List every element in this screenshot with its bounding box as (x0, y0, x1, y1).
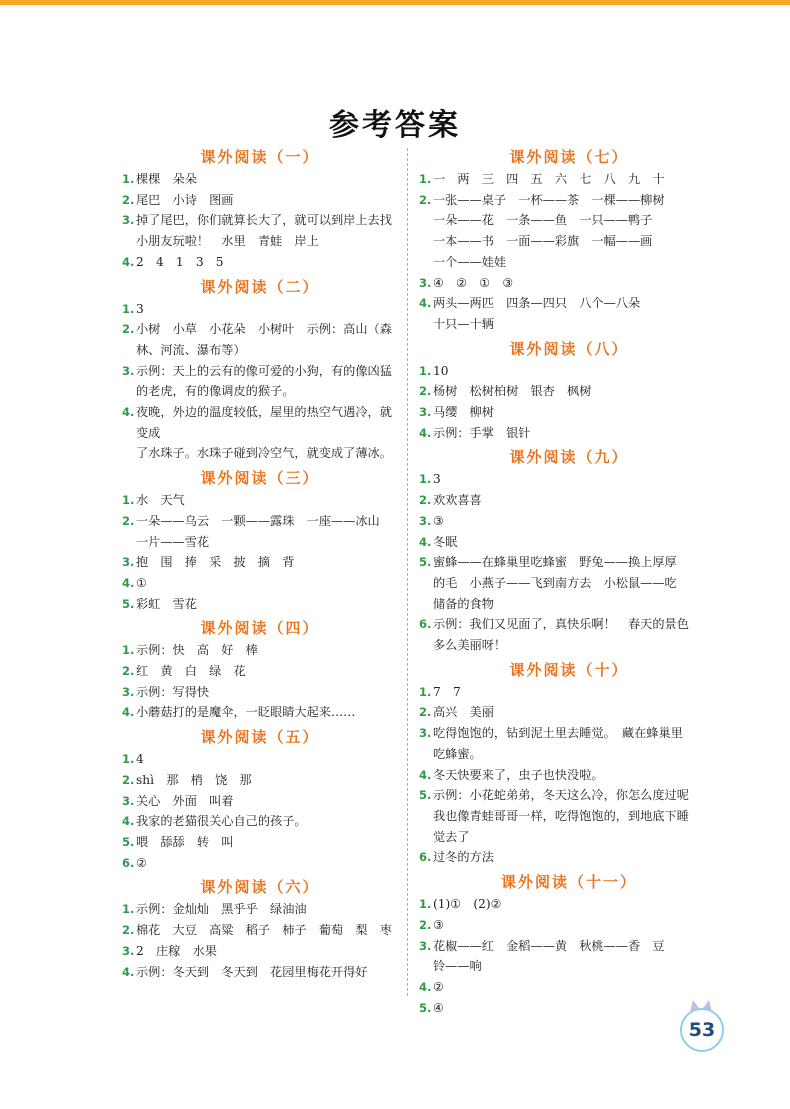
answer-number: 2. (419, 192, 432, 207)
answer-line (419, 894, 719, 915)
answer-number: 4. (122, 575, 135, 590)
answer-number: 1. (419, 684, 432, 699)
answer-line (122, 319, 398, 340)
answer-line (419, 682, 719, 703)
answer-text: ① (136, 575, 147, 590)
answer-text: 一 两 三 四 五 六 七 八 九 十 (433, 172, 665, 186)
answer-text: 的老虎，有的像调皮的猴子。 (136, 384, 295, 399)
answer-line (122, 490, 398, 511)
answer-number (419, 806, 433, 827)
answer-text: 棵棵 朵朵 (136, 172, 197, 186)
answer-line (122, 361, 398, 382)
answer-number: 2. (419, 384, 432, 399)
column-divider (407, 148, 408, 996)
answer-text: 示例：冬天到 冬天到 花园里梅花开得好 (136, 964, 368, 979)
answer-text: 关心 外面 叫着 (136, 793, 234, 808)
answer-text: 示例：手掌 银针 (433, 425, 531, 440)
answer-line (122, 682, 398, 703)
answer-number: 4. (419, 767, 432, 782)
answer-text: 觉去了 (433, 829, 470, 844)
answer-line (122, 299, 398, 320)
answer-line (419, 273, 719, 294)
answer-number: 1. (122, 301, 135, 316)
answer-number (122, 381, 136, 402)
answer-number: 2. (419, 705, 432, 720)
answer-text: 一张——桌子 一杯——茶 一棵——柳树 (433, 192, 665, 207)
answer-text: 一朵——乌云 一颗——露珠 一座——冰山 (136, 513, 380, 528)
section-title: 课外阅读（一） (200, 148, 320, 166)
answer-section (122, 875, 398, 982)
answer-line (419, 785, 719, 806)
page-number-badge (680, 1008, 724, 1052)
answer-number: 2. (122, 772, 135, 787)
answer-line (419, 552, 719, 573)
section-title: 课外阅读（十一） (500, 873, 637, 892)
answer-number: 5. (122, 596, 135, 611)
answer-number (419, 210, 433, 231)
answer-text: 小蘑菇打的是魔伞，一眨眼睛大起来…… (136, 705, 356, 720)
answer-line (122, 231, 398, 252)
answer-number: 3. (122, 684, 135, 699)
answer-section (122, 616, 398, 723)
answer-line (419, 977, 719, 998)
answer-line (419, 231, 719, 252)
answer-number: 2. (122, 322, 135, 337)
answer-number: 3. (419, 726, 432, 741)
answer-section (122, 275, 398, 465)
answer-text: 高兴 美丽 (433, 705, 494, 720)
answer-line (419, 998, 719, 1019)
right-column (419, 143, 719, 1018)
answer-number: 5. (419, 1000, 432, 1015)
answer-text: 10 (433, 363, 449, 378)
answer-section (419, 337, 719, 444)
answer-number: 3. (122, 555, 135, 570)
answer-line (419, 827, 719, 848)
section-title: 课外阅读（八） (509, 339, 629, 358)
answer-line (419, 169, 719, 190)
section-title: 课外阅读（三） (200, 469, 320, 488)
answer-text: (1)① (2)② (433, 897, 502, 912)
answer-text: 4 (136, 752, 144, 767)
answer-text: 小朋友玩啦！ 水里 青蛙 岸上 (136, 234, 319, 249)
answer-number (419, 231, 433, 252)
answer-text: 示例：金灿灿 黑乎乎 绿油油 (136, 902, 307, 917)
answer-section (419, 445, 719, 655)
answer-line (419, 806, 719, 827)
answer-text: 3 (433, 472, 441, 487)
answer-text: 林、河流、瀑布等） (136, 342, 246, 357)
answer-text: 马缨 柳树 (433, 405, 494, 420)
page-number: 53 (688, 1019, 716, 1041)
answer-line (122, 190, 398, 211)
answer-text: 欢欢喜喜 (433, 493, 482, 508)
answer-section (122, 725, 398, 873)
answer-number (419, 594, 433, 615)
answer-text: ④ ② ① ③ (433, 275, 514, 290)
answer-line (419, 423, 719, 444)
answer-text: 2 庄稼 水果 (136, 943, 217, 958)
answer-text: 示例：我们又见面了，真快乐啊！ 春天的景色 (433, 617, 689, 632)
answer-text: 铃——响 (433, 959, 482, 974)
answer-number (419, 827, 433, 848)
answer-number: 3. (122, 213, 135, 228)
answer-line (122, 381, 398, 402)
answer-line (122, 594, 398, 615)
answer-line (122, 252, 398, 273)
answer-number (419, 314, 433, 335)
answer-number: 4. (122, 254, 135, 269)
answer-text: ② (433, 979, 444, 994)
answer-number: 5. (419, 788, 432, 803)
answer-number (419, 956, 433, 977)
left-column (122, 143, 398, 982)
answer-line (419, 490, 719, 511)
answer-number: 1. (122, 902, 135, 917)
answer-text: 3 (136, 301, 144, 316)
answer-line (122, 210, 398, 231)
answer-line (122, 749, 398, 770)
answer-line (419, 361, 719, 382)
answer-number: 4. (419, 296, 432, 311)
answer-text: 彩虹 雪花 (136, 596, 197, 611)
answer-number: 2. (122, 513, 135, 528)
answer-number: 4. (419, 979, 432, 994)
top-accent-bar (0, 0, 790, 5)
answer-line (419, 402, 719, 423)
answer-line (419, 511, 719, 532)
answer-line (122, 640, 398, 661)
answer-text: 吃得饱饱的，钻到泥土里去睡觉。 藏在蜂巢里 (433, 726, 683, 741)
answer-line (122, 899, 398, 920)
answer-line (419, 936, 719, 957)
answer-text: 储备的食物 (433, 596, 494, 611)
answer-text: 两头—两匹 四条—四只 八个—八朵 (433, 296, 641, 311)
answer-text: 喂 舔舔 转 叫 (136, 834, 234, 849)
answer-line (419, 190, 719, 211)
answer-number: 4. (122, 814, 135, 829)
answer-line (419, 744, 719, 765)
answer-line (419, 381, 719, 402)
answer-number: 1. (122, 172, 135, 186)
answer-text: 红 黄 白 绿 花 (136, 664, 246, 679)
answer-number (122, 443, 136, 464)
answer-number: 1. (122, 752, 135, 767)
answer-number: 4. (419, 425, 432, 440)
answer-number (122, 231, 136, 252)
answer-text: 夜晚，外边的温度较低，屋里的热空气遇冷，就变成 (136, 405, 392, 440)
answer-section (122, 145, 398, 273)
answer-number: 1. (419, 363, 432, 378)
answer-text: 尾巴 小诗 图画 (136, 192, 234, 207)
answer-line (419, 469, 719, 490)
answer-number: 3. (419, 405, 432, 420)
answer-number: 3. (419, 938, 432, 953)
answer-line (419, 210, 719, 231)
answer-line (122, 832, 398, 853)
answer-text: 了水珠子。水珠子碰到冷空气，就变成了薄冰。 (136, 446, 392, 461)
answer-text: 一本——书 一面——彩旗 一幅——画 (433, 234, 653, 249)
answer-line (419, 847, 719, 868)
answer-line (419, 723, 719, 744)
answer-number: 2. (122, 192, 135, 207)
answer-text: 棉花 大豆 高粱 稻子 柿子 葡萄 梨 枣 (136, 923, 392, 938)
answer-number (419, 573, 433, 594)
answer-number (419, 744, 433, 765)
answer-line (122, 532, 398, 553)
answer-text: 示例：写得快 (136, 684, 210, 699)
answer-text: 示例：快 高 好 棒 (136, 643, 258, 658)
answer-line (122, 511, 398, 532)
answer-text: shì 那 梢 饶 那 (136, 772, 252, 787)
page-title: 参考答案 (329, 108, 461, 143)
answer-number: 1. (419, 472, 432, 487)
answer-line (419, 915, 719, 936)
answer-line (419, 702, 719, 723)
answer-number: 3. (122, 793, 135, 808)
answer-line (419, 765, 719, 786)
answer-line (122, 941, 398, 962)
answer-line (122, 402, 398, 443)
answer-text: 过冬的方法 (433, 850, 494, 865)
answer-number: 3. (122, 363, 135, 378)
answer-text: 水 天气 (136, 493, 185, 508)
answer-number: 4. (122, 405, 135, 420)
answer-line (122, 169, 398, 190)
answer-number (419, 252, 433, 273)
answer-text: 示例：小花蛇弟弟，冬天这么冷，你怎么度过呢 (433, 788, 689, 803)
answer-number: 4. (122, 964, 135, 979)
answer-line (122, 661, 398, 682)
section-title: 课外阅读（四） (200, 619, 320, 638)
answer-line (122, 573, 398, 594)
answer-number: 3. (419, 275, 432, 290)
answer-line (122, 443, 398, 464)
answer-text: 掉了尾巴，你们就算长大了，就可以到岸上去找 (136, 213, 392, 228)
answer-text: ③ (433, 917, 444, 932)
answer-text: 多么美丽呀！ (433, 638, 507, 653)
answer-number: 3. (419, 513, 432, 528)
answer-line (122, 853, 398, 874)
answer-text: 的毛 小燕子——飞到南方去 小松鼠——吃 (433, 575, 677, 590)
answer-text: 花椒——红 金稻——黄 秋桃——香 豆 (433, 938, 665, 953)
answer-number: 4. (122, 705, 135, 720)
section-title: 课外阅读（六） (200, 878, 320, 897)
answer-text: 一朵——花 一条——鱼 一只——鸭子 (433, 213, 653, 228)
answer-line (122, 552, 398, 573)
section-title: 课外阅读（七） (509, 148, 629, 166)
answer-number: 4. (419, 534, 432, 549)
answer-section (419, 145, 719, 335)
answer-text: 蜜蜂——在蜂巢里吃蜂蜜 野兔——换上厚厚 (433, 555, 677, 570)
answer-line (419, 594, 719, 615)
answer-line (419, 614, 719, 635)
answer-text: ④ (433, 1000, 444, 1015)
answer-line (419, 573, 719, 594)
answer-section (419, 658, 719, 868)
answer-line (419, 314, 719, 335)
section-title: 课外阅读（十） (509, 660, 629, 679)
answer-text: ② (136, 855, 147, 870)
answer-line (122, 811, 398, 832)
answer-text: 小树 小草 小花朵 小树叶 示例：高山（森 (136, 322, 392, 337)
answer-number: 1. (122, 493, 135, 508)
answer-text: 一片——雪花 (136, 534, 210, 549)
answer-number: 3. (122, 943, 135, 958)
answer-text: 冬天快要来了，虫子也快没啦。 (433, 767, 604, 782)
answer-number (122, 340, 136, 361)
answer-number: 2. (122, 923, 135, 938)
section-title: 课外阅读（二） (200, 277, 320, 296)
answer-line (122, 920, 398, 941)
answer-text: 2 4 1 3 5 (136, 254, 224, 269)
answer-number: 2. (419, 493, 432, 508)
answer-line (122, 791, 398, 812)
answer-line (122, 962, 398, 983)
answer-number: 5. (122, 834, 135, 849)
answer-text: 7 7 (433, 684, 461, 699)
section-title: 课外阅读（九） (509, 448, 629, 467)
answer-text: 吃蜂蜜。 (433, 746, 482, 761)
answer-text: 我家的老猫很关心自己的孩子。 (136, 814, 307, 829)
answer-number: 6. (122, 855, 135, 870)
answer-number: 2. (122, 664, 135, 679)
answer-number: 1. (419, 172, 432, 186)
answer-text: 我也像青蛙哥哥一样，吃得饱饱的，到地底下睡 (433, 808, 689, 823)
answer-line (419, 532, 719, 553)
answer-line (419, 252, 719, 273)
answer-number (122, 532, 136, 553)
answer-text: 冬眠 (433, 534, 458, 549)
answer-text: 杨树 松树柏树 银杏 枫树 (433, 384, 592, 399)
answer-number (419, 635, 433, 656)
answer-text: ③ (433, 513, 444, 528)
answer-number: 1. (122, 643, 135, 658)
answer-text: 示例：天上的云有的像可爱的小狗，有的像凶猛 (136, 363, 392, 378)
answer-line (419, 635, 719, 656)
answer-text: 抱 围 捧 采 披 摘 背 (136, 555, 295, 570)
answer-number: 1. (419, 897, 432, 912)
answer-text: 十只—十辆 (433, 316, 494, 331)
answer-line (122, 340, 398, 361)
answer-line (419, 293, 719, 314)
answer-line (122, 770, 398, 791)
answer-text: 一个——娃娃 (433, 254, 507, 269)
answer-section (419, 870, 719, 1018)
section-title: 课外阅读（五） (200, 728, 320, 747)
answer-number: 5. (419, 555, 432, 570)
answer-section (122, 466, 398, 614)
answer-line (419, 956, 719, 977)
answer-line (122, 702, 398, 723)
answer-number: 6. (419, 617, 432, 632)
answer-number: 2. (419, 917, 432, 932)
answer-number: 6. (419, 850, 432, 865)
